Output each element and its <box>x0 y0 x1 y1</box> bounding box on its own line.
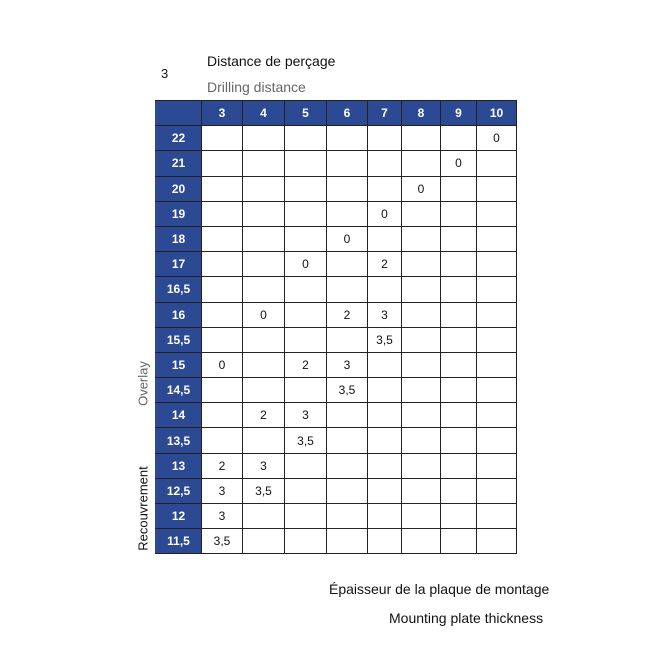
table-cell: 3 <box>243 453 285 478</box>
table-cell <box>441 428 477 453</box>
table-row <box>156 403 517 428</box>
table-cell <box>477 529 517 554</box>
table-cell <box>327 252 368 277</box>
table-cell <box>402 403 441 428</box>
table-cell <box>402 201 441 226</box>
table-cell <box>368 126 402 151</box>
table-cell <box>243 504 285 529</box>
table-row <box>156 302 517 327</box>
table-cell <box>477 252 517 277</box>
table-cell <box>477 201 517 226</box>
table-cell: 0 <box>327 226 368 251</box>
table-cell: 0 <box>243 302 285 327</box>
table-cell <box>202 226 243 251</box>
table-row <box>156 151 517 176</box>
table-cell <box>402 378 441 403</box>
table-cell <box>477 504 517 529</box>
row-header: 14,5 <box>156 378 202 403</box>
table-cell <box>202 201 243 226</box>
column-header: 5 <box>285 101 327 126</box>
table-cell <box>441 403 477 428</box>
table-cell <box>441 302 477 327</box>
table-cell <box>477 478 517 503</box>
header-row <box>156 101 517 126</box>
table-cell <box>368 352 402 377</box>
table-cell <box>402 277 441 302</box>
table-cell <box>327 327 368 352</box>
row-header: 16 <box>156 302 202 327</box>
table-row <box>156 126 517 151</box>
title-french: Distance de perçage <box>207 53 336 69</box>
table-cell <box>477 352 517 377</box>
table-row <box>156 378 517 403</box>
table-cell <box>477 403 517 428</box>
row-header: 13,5 <box>156 428 202 453</box>
table-cell: 0 <box>202 352 243 377</box>
table-cell <box>368 277 402 302</box>
table-cell <box>243 176 285 201</box>
table-cell <box>202 302 243 327</box>
row-header: 12,5 <box>156 478 202 503</box>
table-cell <box>327 453 368 478</box>
column-header: 7 <box>368 101 402 126</box>
table-cell: 2 <box>285 352 327 377</box>
table-cell: 2 <box>368 252 402 277</box>
table-cell <box>243 151 285 176</box>
table-cell <box>368 529 402 554</box>
table-cell <box>402 453 441 478</box>
row-header: 21 <box>156 151 202 176</box>
table-cell <box>441 504 477 529</box>
row-header: 22 <box>156 126 202 151</box>
table-cell <box>285 226 327 251</box>
table-cell <box>477 327 517 352</box>
table-cell: 0 <box>285 252 327 277</box>
table-cell <box>202 252 243 277</box>
table-cell: 3 <box>202 504 243 529</box>
corner-cell <box>156 101 202 126</box>
table-cell <box>368 151 402 176</box>
table-row <box>156 478 517 503</box>
table-cell <box>402 327 441 352</box>
table-row <box>156 176 517 201</box>
bottom-label-french: Épaisseur de la plaque de montage <box>329 581 550 597</box>
row-header: 20 <box>156 176 202 201</box>
table-cell <box>477 428 517 453</box>
table-cell <box>441 327 477 352</box>
table-cell <box>327 176 368 201</box>
table-cell: 0 <box>477 126 517 151</box>
row-header: 14 <box>156 403 202 428</box>
table-cell <box>243 327 285 352</box>
row-header: 15 <box>156 352 202 377</box>
table-cell <box>441 126 477 151</box>
table-cell: 3 <box>327 352 368 377</box>
table-cell <box>441 252 477 277</box>
table-row <box>156 504 517 529</box>
table-cell <box>327 504 368 529</box>
table-cell <box>441 478 477 503</box>
table-cell <box>285 504 327 529</box>
table-cell <box>285 151 327 176</box>
table-cell <box>402 428 441 453</box>
side-label-recouvrement: Recouvrement <box>135 466 151 551</box>
table-cell <box>285 176 327 201</box>
title-english: Drilling distance <box>207 79 306 95</box>
table-cell <box>402 478 441 503</box>
table-cell <box>243 378 285 403</box>
table-cell <box>477 302 517 327</box>
row-header: 19 <box>156 201 202 226</box>
table-cell <box>441 226 477 251</box>
table-cell <box>441 352 477 377</box>
table-cell <box>327 478 368 503</box>
table-row <box>156 201 517 226</box>
row-header: 18 <box>156 226 202 251</box>
row-header: 17 <box>156 252 202 277</box>
table-cell: 2 <box>202 453 243 478</box>
table-cell <box>402 226 441 251</box>
table-row <box>156 428 517 453</box>
table-cell <box>368 453 402 478</box>
row-header: 12 <box>156 504 202 529</box>
row-header: 11,5 <box>156 529 202 554</box>
table-cell: 3 <box>285 403 327 428</box>
table-cell: 2 <box>243 403 285 428</box>
table-cell <box>402 302 441 327</box>
table-cell: 3 <box>368 302 402 327</box>
table-cell <box>327 428 368 453</box>
table-cell <box>441 529 477 554</box>
table-cell <box>441 201 477 226</box>
table-cell <box>327 126 368 151</box>
column-header: 10 <box>477 101 517 126</box>
table-cell <box>402 252 441 277</box>
table-cell <box>285 453 327 478</box>
column-header: 8 <box>402 101 441 126</box>
table-cell <box>477 277 517 302</box>
table-cell <box>441 453 477 478</box>
corner-number: 3 <box>161 66 169 81</box>
column-header: 4 <box>243 101 285 126</box>
column-header: 3 <box>202 101 243 126</box>
table-cell <box>243 201 285 226</box>
side-label-overlay: Overlay <box>135 361 151 406</box>
row-header: 15,5 <box>156 327 202 352</box>
table-cell <box>202 327 243 352</box>
table-cell: 2 <box>327 302 368 327</box>
table-cell <box>243 226 285 251</box>
table-cell <box>202 151 243 176</box>
row-header: 16,5 <box>156 277 202 302</box>
table-cell: 3,5 <box>327 378 368 403</box>
table-cell <box>285 201 327 226</box>
table-cell: 0 <box>441 151 477 176</box>
table-cell <box>327 151 368 176</box>
table-cell <box>441 176 477 201</box>
table-cell <box>243 428 285 453</box>
drilling-distance-table <box>155 100 517 554</box>
table-cell: 0 <box>402 176 441 201</box>
bottom-label-english: Mounting plate thickness <box>389 610 544 626</box>
table-cell <box>368 378 402 403</box>
table-cell <box>202 176 243 201</box>
table-row <box>156 352 517 377</box>
table-cell <box>368 428 402 453</box>
table-row <box>156 529 517 554</box>
column-header: 9 <box>441 101 477 126</box>
table-cell <box>285 378 327 403</box>
table-cell <box>243 277 285 302</box>
table-cell <box>477 151 517 176</box>
table-cell <box>285 277 327 302</box>
table-cell <box>243 252 285 277</box>
table-cell <box>477 378 517 403</box>
table-cell: 3,5 <box>368 327 402 352</box>
table-cell <box>202 277 243 302</box>
table-cell: 3 <box>202 478 243 503</box>
table-cell <box>368 176 402 201</box>
table-cell <box>243 529 285 554</box>
table-row <box>156 226 517 251</box>
table-row <box>156 277 517 302</box>
table-cell <box>441 378 477 403</box>
table-cell: 3,5 <box>285 428 327 453</box>
table-cell <box>402 126 441 151</box>
table-cell <box>402 529 441 554</box>
table-cell <box>441 277 477 302</box>
table-cell: 3,5 <box>202 529 243 554</box>
table-cell <box>477 453 517 478</box>
table-cell <box>477 226 517 251</box>
table-cell <box>202 126 243 151</box>
table-cell <box>285 529 327 554</box>
table-cell <box>327 529 368 554</box>
table-cell <box>202 403 243 428</box>
table-cell <box>402 352 441 377</box>
table-cell <box>202 378 243 403</box>
table-cell <box>285 478 327 503</box>
table-cell <box>402 504 441 529</box>
table-cell <box>402 151 441 176</box>
row-header: 13 <box>156 453 202 478</box>
table-cell: 0 <box>368 201 402 226</box>
table-cell <box>368 226 402 251</box>
table-row <box>156 453 517 478</box>
table-cell <box>285 302 327 327</box>
table-cell <box>243 126 285 151</box>
table-cell: 3,5 <box>243 478 285 503</box>
table-row <box>156 252 517 277</box>
table-cell <box>368 478 402 503</box>
table-row <box>156 327 517 352</box>
table-cell <box>368 504 402 529</box>
column-header: 6 <box>327 101 368 126</box>
table-cell <box>285 327 327 352</box>
table-cell <box>477 176 517 201</box>
table-cell <box>202 428 243 453</box>
table-cell <box>327 201 368 226</box>
table-cell <box>285 126 327 151</box>
table-cell <box>368 403 402 428</box>
table-cell <box>327 403 368 428</box>
table-cell <box>327 277 368 302</box>
table-cell <box>243 352 285 377</box>
